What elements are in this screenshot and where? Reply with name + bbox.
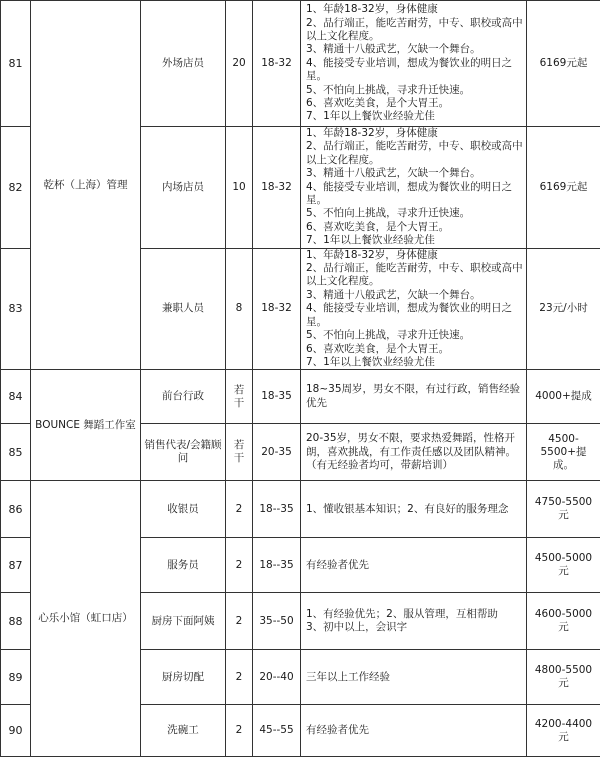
- row-number: 87: [1, 538, 31, 593]
- job-requirements: 有经验者优先: [301, 705, 527, 757]
- age-range: 35--50: [253, 593, 301, 650]
- job-requirements: 18~35周岁，男女不限，有过行政，销售经验优先: [301, 370, 527, 424]
- position-title: 内场店员: [141, 127, 226, 249]
- job-requirements: 1、年龄18-32岁，身体健康 2、品行端正，能吃苦耐劳，中专、职校或高中以上文化程度。 3、精通十八般武艺，欠缺一个舞台。 4、能接受专业培训，想成为餐饮业的明日之星。 5、不怕向上挑战，寻求升迁快速。 6、喜欢吃美食，是个大胃王。 7、1年以上餐饮业经验尤佳: [301, 127, 527, 249]
- age-range: 45--55: [253, 705, 301, 757]
- salary: 23元/小时: [527, 248, 600, 370]
- row-number: 81: [1, 1, 31, 127]
- job-requirements: 1、年龄18-32岁，身体健康 2、品行端正，能吃苦耐劳，中专、职校或高中以上文化程度。 3、精通十八般武艺，欠缺一个舞台。 4、能接受专业培训，想成为餐饮业的明日之星。 5、不怕向上挑战，寻求升迁快速。 6、喜欢吃美食，是个大胃王。 7、1年以上餐饮业经验尤佳: [301, 1, 527, 127]
- job-requirements: 有经验者优先: [301, 538, 527, 593]
- age-range: 18--35: [253, 538, 301, 593]
- row-number: 88: [1, 593, 31, 650]
- salary: 4500-5000元: [527, 538, 600, 593]
- company-name: BOUNCE 舞蹈工作室: [31, 370, 141, 481]
- row-number: 86: [1, 481, 31, 538]
- job-requirements: 三年以上工作经验: [301, 650, 527, 705]
- salary: 4500-5500+提成。: [527, 424, 600, 481]
- age-range: 18-32: [253, 248, 301, 370]
- salary: 6169元起: [527, 1, 600, 127]
- age-range: 20--40: [253, 650, 301, 705]
- headcount: 2: [226, 650, 253, 705]
- job-requirements: 20-35岁，男女不限，要求热爱舞蹈，性格开朗，喜欢挑战，有工作责任感以及团队精神。（有无经验者均可，带薪培训）: [301, 424, 527, 481]
- position-title: 洗碗工: [141, 705, 226, 757]
- headcount: 2: [226, 538, 253, 593]
- headcount: 2: [226, 593, 253, 650]
- position-title: 厨房切配: [141, 650, 226, 705]
- position-title: 厨房下面阿姨: [141, 593, 226, 650]
- row-number: 89: [1, 650, 31, 705]
- position-title: 服务员: [141, 538, 226, 593]
- salary: 4200-4400元: [527, 705, 600, 757]
- row-number: 84: [1, 370, 31, 424]
- age-range: 18-32: [253, 127, 301, 249]
- position-title: 前台行政: [141, 370, 226, 424]
- salary: 4750-5500元: [527, 481, 600, 538]
- headcount: 8: [226, 248, 253, 370]
- headcount: 2: [226, 481, 253, 538]
- company-name: 心乐小馆（虹口店）: [31, 481, 141, 757]
- table-row: [1, 1, 600, 127]
- position-title: 收银员: [141, 481, 226, 538]
- position-title: 销售代表/会籍顾问: [141, 424, 226, 481]
- headcount: 2: [226, 705, 253, 757]
- company-name: 乾杯（上海）管理: [31, 1, 141, 370]
- salary: 4800-5500元: [527, 650, 600, 705]
- row-number: 83: [1, 248, 31, 370]
- job-requirements: 1、年龄18-32岁，身体健康 2、品行端正，能吃苦耐劳，中专、职校或高中以上文化程度。 3、精通十八般武艺，欠缺一个舞台。 4、能接受专业培训，想成为餐饮业的明日之星。 5、不怕向上挑战，寻求升迁快速。 6、喜欢吃美食，是个大胃王。 7、1年以上餐饮业经验尤佳: [301, 248, 527, 370]
- job-requirements: 1、有经验优先；2、服从管理，互相帮助 3、初中以上，会识字: [301, 593, 527, 650]
- row-number: 90: [1, 705, 31, 757]
- headcount: 若干: [226, 370, 253, 424]
- row-number: 85: [1, 424, 31, 481]
- salary: 4600-5000元: [527, 593, 600, 650]
- headcount: 20: [226, 1, 253, 127]
- position-title: 外场店员: [141, 1, 226, 127]
- salary: 6169元起: [527, 127, 600, 249]
- table-row: [1, 481, 600, 538]
- position-title: 兼职人员: [141, 248, 226, 370]
- table-row: [1, 370, 600, 424]
- headcount: 10: [226, 127, 253, 249]
- row-number: 82: [1, 127, 31, 249]
- headcount: 若干: [226, 424, 253, 481]
- age-range: 18--35: [253, 481, 301, 538]
- age-range: 18-35: [253, 370, 301, 424]
- salary: 4000+提成: [527, 370, 600, 424]
- age-range: 18-32: [253, 1, 301, 127]
- job-requirements: 1、懂收银基本知识；2、有良好的服务理念: [301, 481, 527, 538]
- age-range: 20-35: [253, 424, 301, 481]
